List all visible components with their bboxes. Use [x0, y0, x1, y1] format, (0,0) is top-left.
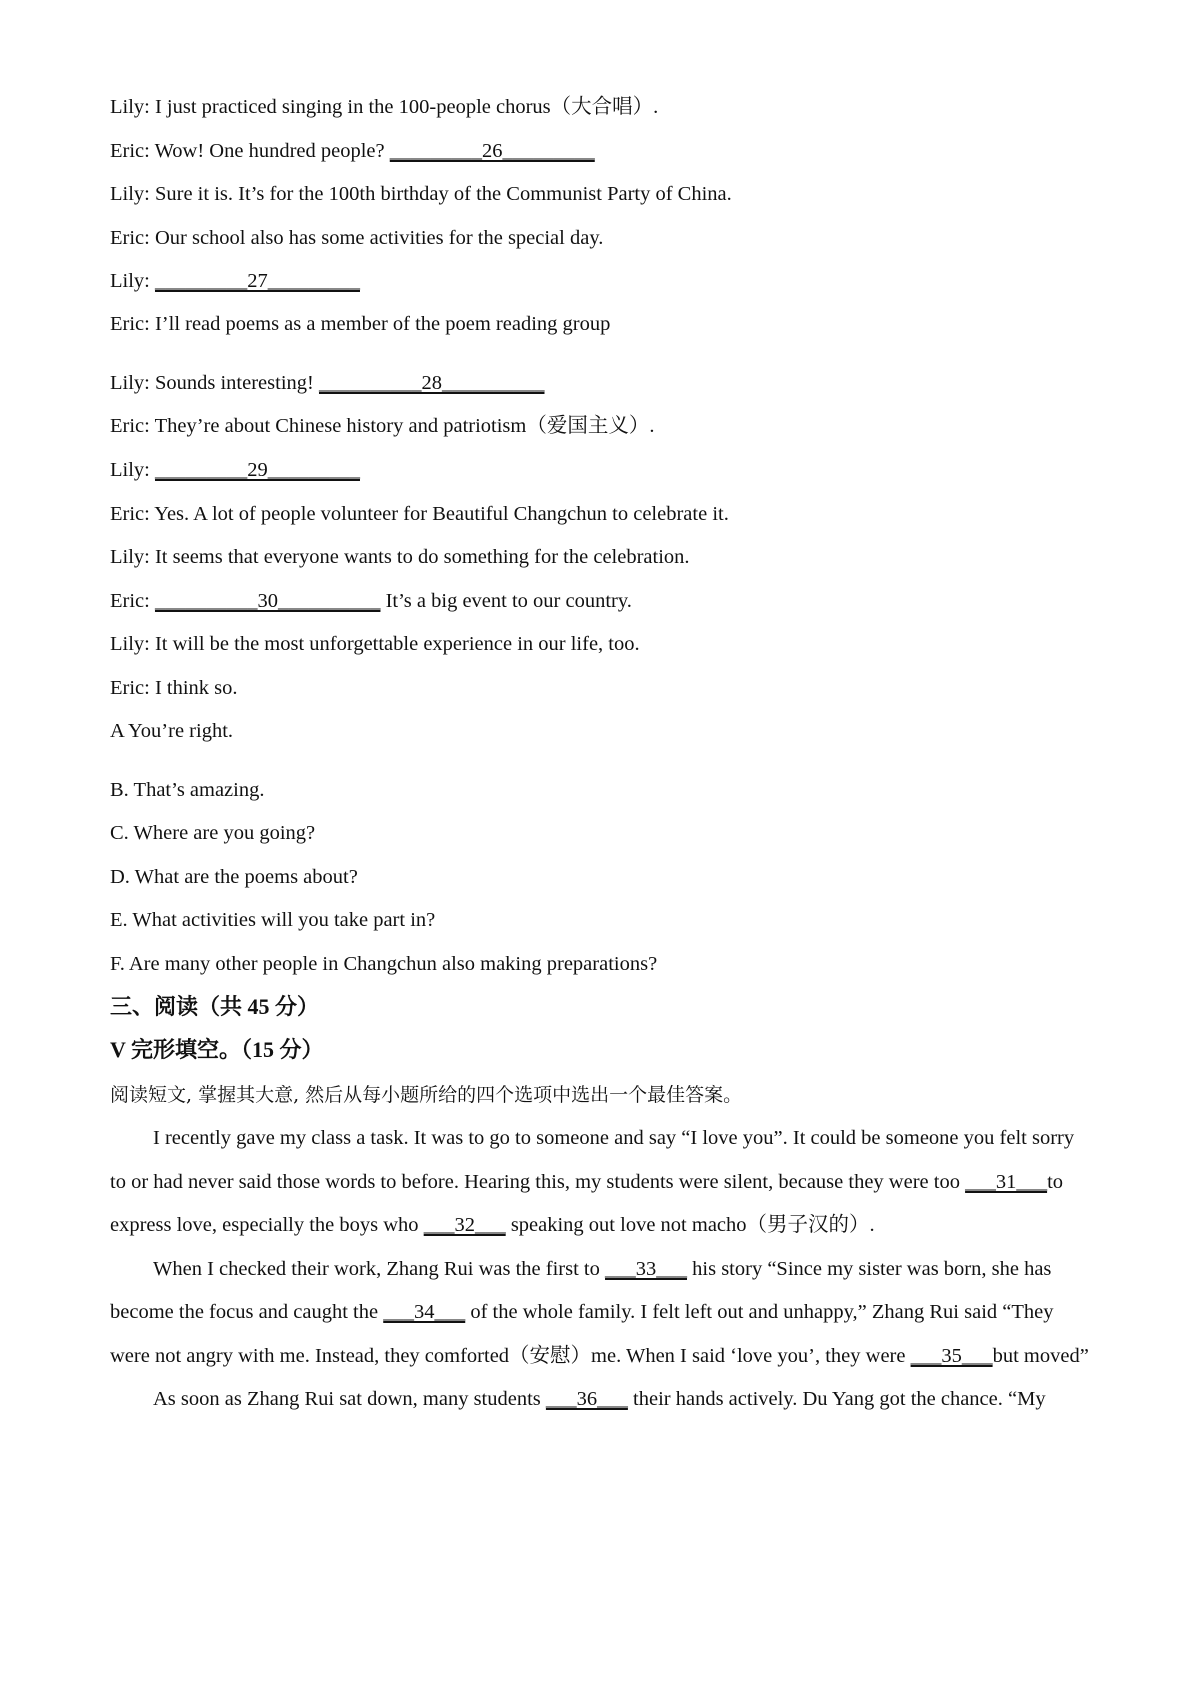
dialogue-text: Lily: I just practiced singing in the 100-people chorus（大合唱）. — [110, 96, 659, 118]
passage-line — [110, 1212, 875, 1238]
passage-text: his story “Since my sister was born, she has — [687, 1258, 1052, 1280]
dialogue-text: Lily: — [110, 270, 155, 292]
dialogue-line — [110, 311, 610, 337]
dialogue-text: Eric: Wow! One hundred people? — [110, 140, 390, 162]
dialogue-line — [110, 588, 632, 614]
option-text: F. Are many other people in Changchun also making preparations? — [110, 953, 658, 975]
section-heading: 三、阅读（共 45 分） — [110, 994, 320, 1019]
dialogue-line — [110, 501, 729, 527]
dialogue-text: Lily: Sure it is. It’s for the 100th birthday of the Communist Party of China. — [110, 183, 732, 205]
dialogue-text: Lily: Sounds interesting! — [110, 372, 319, 394]
option-text: E. What activities will you take part in? — [110, 909, 436, 931]
answer-blank-28[interactable]: __________28__________ — [318, 372, 545, 394]
passage-line — [110, 1343, 1089, 1369]
option-d — [110, 864, 358, 890]
dialogue-text: Lily: It seems that everyone wants to do something for the celebration. — [110, 546, 690, 568]
dialogue-line — [110, 631, 640, 657]
passage-text: become the focus and caught the — [110, 1301, 384, 1323]
instruction-text: 阅读短文, 掌握其大意, 然后从每小题所给的四个选项中选出一个最佳答案。 — [110, 1084, 743, 1106]
answer-blank-26[interactable]: _________26_________ — [389, 140, 595, 162]
answer-blank-31[interactable]: ___31___ — [965, 1171, 1048, 1193]
dialogue-line — [110, 544, 690, 570]
passage-text: As soon as Zhang Rui sat down, many students — [153, 1388, 546, 1410]
answer-blank-35[interactable]: ___35___ — [910, 1345, 993, 1367]
dialogue-text: It’s a big event to our country. — [380, 590, 632, 612]
dialogue-line — [110, 181, 732, 207]
answer-blank-27[interactable]: _________27_________ — [154, 270, 360, 292]
passage-text: express love, especially the boys who — [110, 1214, 424, 1236]
answer-blank-34[interactable]: ___34___ — [383, 1301, 466, 1323]
answer-blank-29[interactable]: _________29_________ — [154, 459, 360, 481]
option-f — [110, 951, 657, 977]
option-b — [110, 777, 264, 803]
option-text: B. That’s amazing. — [110, 779, 265, 801]
option-a — [110, 718, 233, 744]
answer-blank-30[interactable]: __________30__________ — [154, 590, 381, 612]
dialogue-text: Lily: — [110, 459, 155, 481]
dialogue-text: Lily: It will be the most unforgettable experience in our life, too. — [110, 633, 640, 655]
option-text: A You’re right. — [110, 720, 234, 742]
dialogue-text: Eric: Yes. A lot of people volunteer for Beautiful Changchun to celebrate it. — [110, 503, 729, 525]
dialogue-text: Eric: They’re about Chinese history and patriotism（爱国主义）. — [110, 415, 655, 437]
dialogue-line — [110, 94, 658, 120]
dialogue-line — [110, 370, 544, 396]
passage-line — [110, 1169, 1063, 1195]
dialogue-line — [110, 675, 238, 701]
dialogue-text: Eric: Our school also has some activities for the special day. — [110, 227, 604, 249]
passage-text: to or had never said those words to before. Hearing this, my students were silent, because they were too — [110, 1171, 966, 1193]
dialogue-line — [110, 138, 595, 164]
passage-line — [153, 1386, 1046, 1412]
dialogue-text: Eric: I think so. — [110, 677, 238, 699]
answer-blank-33[interactable]: ___33___ — [605, 1258, 688, 1280]
passage-text: When I checked their work, Zhang Rui was the first to — [153, 1258, 606, 1280]
dialogue-line — [110, 225, 603, 251]
answer-blank-36[interactable]: ___36___ — [545, 1388, 628, 1410]
dialogue-line — [110, 268, 360, 294]
dialogue-line — [110, 457, 360, 483]
option-text: D. What are the poems about? — [110, 866, 358, 888]
option-e — [110, 907, 435, 933]
passage-text: speaking out love not macho（男子汉的）. — [505, 1214, 875, 1236]
dialogue-text: Eric: I’ll read poems as a member of the poem reading group — [110, 313, 611, 335]
dialogue-text: Eric: — [110, 590, 155, 612]
passage-line — [153, 1125, 1074, 1151]
passage-text: but moved” — [992, 1345, 1089, 1367]
passage-line — [110, 1299, 1054, 1325]
option-text: C. Where are you going? — [110, 822, 316, 844]
dialogue-line — [110, 413, 654, 439]
passage-text: were not angry with me. Instead, they comforted（安慰）me. When I said ‘love you’, they were — [110, 1345, 911, 1367]
passage-text: to — [1047, 1171, 1064, 1193]
passage-line — [153, 1256, 1051, 1282]
sub-heading: V 完形填空。（15 分） — [110, 1037, 324, 1062]
option-c — [110, 820, 315, 846]
answer-blank-32[interactable]: ___32___ — [423, 1214, 506, 1236]
passage-text: I recently gave my class a task. It was to go to someone and say “I love you”. It could be someone you felt sorry — [153, 1127, 1075, 1149]
passage-text: their hands actively. Du Yang got the chance. “My — [627, 1388, 1046, 1410]
passage-text: of the whole family. I felt left out and unhappy,” Zhang Rui said “They — [465, 1301, 1054, 1323]
